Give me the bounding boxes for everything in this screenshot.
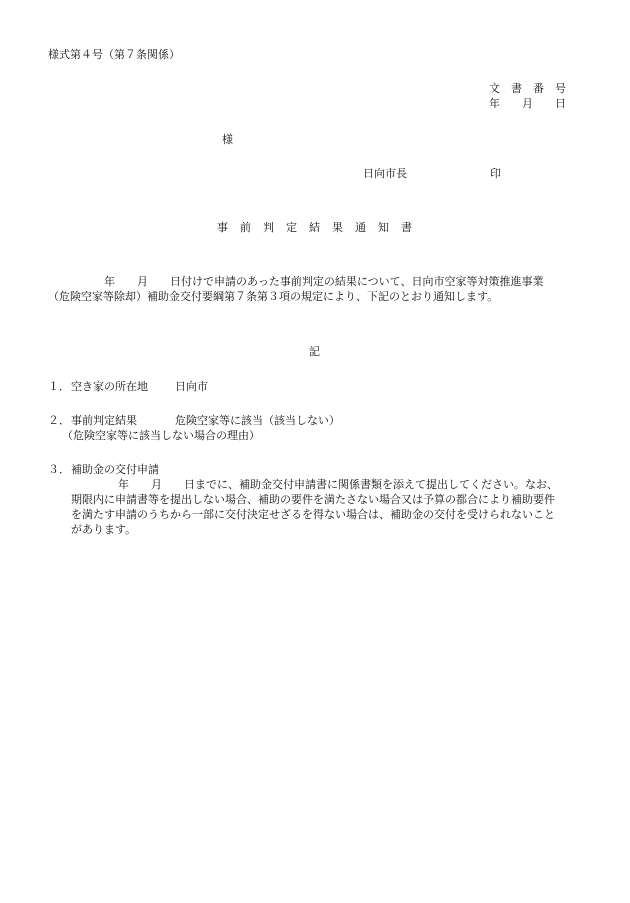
item-3-number: ３． [48,463,70,476]
issuer-name: 日向市長 [363,167,407,180]
item-3-line-3: を満たす申請のうちから一部に交付決定せざるを得ない場合は、補助金の交付を受けられないこと [71,508,555,521]
seal-mark: 印 [490,167,501,180]
item-1-value: 日向市 [175,380,208,393]
form-number: 様式第４号（第７条関係） [48,48,180,61]
item-2-note: （危険空家等に該当しない場合の理由） [62,429,260,442]
recipient-suffix: 様 [222,133,233,146]
body-line-2: （危険空家等除却）補助金交付要綱第７条第３項の規定により、下記のとおり通知します。 [48,290,499,303]
item-3-line-2: 期限内に申請書等を提出しない場合、補助の要件を満たさない場合又は予算の都合により補助要件 [71,493,555,506]
item-2-label: 事前判定結果 [71,414,137,427]
item-3-line-1: 年 月 日までに、補助金交付申請書に関係書類を添えて提出してください。なお、 [118,478,558,491]
item-2-number: ２． [48,414,70,427]
date-label: 年 月 日 [489,97,566,110]
document-title: 事前判定結果通知書 [217,221,424,234]
item-1-number: １． [48,380,70,393]
item-3-line-4: があります。 [71,523,137,536]
body-line-1: 年 月 日付けで申請のあった事前判定の結果について、日向市空家等対策推進事業 [104,275,544,288]
item-1-label: 空き家の所在地 [71,380,148,393]
ki-heading: 記 [309,345,320,358]
item-3-label: 補助金の交付申請 [71,463,159,476]
item-2-value: 危険空家等に該当（該当しない） [175,414,340,427]
document-number-label: 文 書 番 号 [489,82,566,95]
